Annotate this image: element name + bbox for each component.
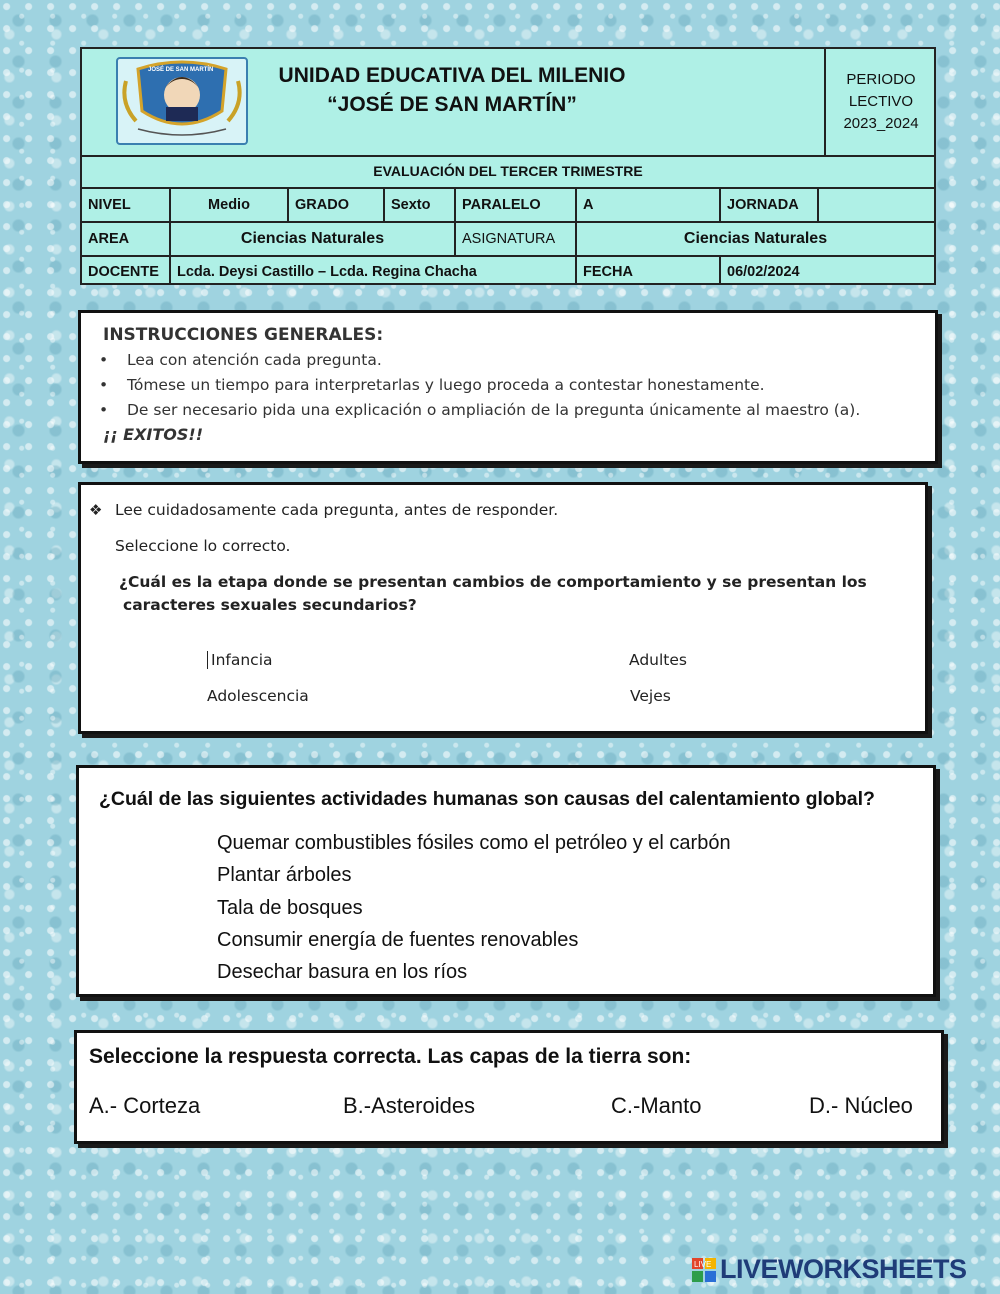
school-name bbox=[242, 61, 662, 119]
q2-question: ¿Cuál de las siguientes actividades humanas son causas del calentamiento global? bbox=[99, 788, 875, 810]
liveworksheets-text: LIVEWORKSHEETS bbox=[720, 1254, 967, 1284]
header-top bbox=[82, 49, 934, 157]
docente-value: Lcda. Deysi Castillo – Lcda. Regina Chacha bbox=[171, 257, 577, 285]
row-docente bbox=[82, 257, 934, 285]
periodo-line1: PERIODO bbox=[846, 71, 916, 88]
school-logo bbox=[116, 57, 248, 145]
fecha-value: 06/02/2024 bbox=[727, 264, 800, 280]
bullet-icon: • bbox=[99, 401, 109, 419]
question-2 bbox=[76, 765, 936, 997]
q1-option-vejes[interactable]: Vejes bbox=[630, 687, 671, 705]
paralelo-value: A bbox=[577, 189, 721, 221]
school-name-line2: “JOSÉ DE SAN MARTÍN” bbox=[327, 93, 577, 116]
q2-option[interactable]: Tala de bosques bbox=[217, 897, 363, 919]
q2-option[interactable]: Consumir energía de fuentes renovables bbox=[217, 929, 579, 951]
q3-question: Seleccione la respuesta correcta. Las capas de la tierra son: bbox=[89, 1045, 692, 1068]
row-area bbox=[82, 223, 934, 257]
q3-option-a[interactable]: A.- Corteza bbox=[89, 1093, 201, 1118]
asignatura-value: Ciencias Naturales bbox=[683, 230, 828, 247]
liveworksheets-brand[interactable] bbox=[692, 1252, 992, 1286]
evaluation-title: EVALUACIÓN DEL TERCER TRIMESTRE bbox=[82, 155, 934, 189]
area-label: AREA bbox=[82, 223, 171, 255]
grado-value: Sexto bbox=[385, 189, 456, 221]
jornada-value[interactable] bbox=[819, 189, 934, 221]
nivel-label: NIVEL bbox=[82, 189, 171, 221]
q1-option-adultes[interactable]: Adultes bbox=[629, 651, 687, 669]
q3-option-b[interactable]: B.-Asteroides bbox=[343, 1093, 476, 1118]
instruction-item: • De ser necesario pida una explicación o ampliación de la pregunta únicamente al maestro (a). bbox=[99, 401, 861, 419]
q2-option[interactable]: Plantar árboles bbox=[217, 864, 352, 886]
periodo-lectivo bbox=[824, 49, 936, 155]
periodo-line2: LECTIVO bbox=[848, 93, 914, 110]
general-instructions bbox=[78, 310, 938, 464]
row-nivel bbox=[82, 189, 934, 223]
logo-letters: LIVE bbox=[694, 1260, 712, 1269]
area-value: Ciencias Naturales bbox=[171, 223, 456, 255]
q2-option[interactable]: Desechar basura en los ríos bbox=[217, 961, 468, 983]
paralelo-label: PARALELO bbox=[456, 189, 577, 221]
periodo-line3: 2023_2024 bbox=[843, 115, 919, 132]
asignatura-label: ASIGNATURA bbox=[456, 223, 577, 255]
instructions-title: INSTRUCCIONES GENERALES: bbox=[103, 325, 384, 345]
q1-option-adolescencia[interactable]: Adolescencia bbox=[207, 687, 309, 705]
q2-option[interactable]: Quemar combustibles fósiles como el petróleo y el carbón bbox=[217, 832, 731, 854]
q3-option-c[interactable]: C.-Manto bbox=[611, 1093, 702, 1118]
docente-label: DOCENTE bbox=[82, 257, 171, 285]
header-table bbox=[80, 47, 936, 285]
jornada-label: JORNADA bbox=[721, 189, 819, 221]
diamond-bullet-icon: ❖ bbox=[89, 501, 103, 519]
q3-option-d[interactable]: D.- Núcleo bbox=[809, 1093, 913, 1118]
school-name-line1: UNIDAD EDUCATIVA DEL MILENIO bbox=[278, 64, 626, 87]
q1-option-infancia[interactable]: Infancia bbox=[207, 651, 273, 669]
liveworksheets-logo-icon bbox=[692, 1258, 716, 1282]
logo-text: JOSÉ DE SAN MARTÍN bbox=[148, 67, 214, 73]
instruction-item: • Lea con atención cada pregunta. bbox=[99, 351, 382, 369]
nivel-value: Medio bbox=[171, 189, 289, 221]
q1-question-line2: caracteres sexuales secundarios? bbox=[123, 596, 417, 614]
q1-question-line1: ¿Cuál es la etapa donde se presentan cambios de comportamiento y se presentan los bbox=[119, 573, 867, 591]
fecha-label: FECHA bbox=[577, 257, 721, 285]
bullet-icon: • bbox=[99, 376, 109, 394]
question-1 bbox=[78, 482, 928, 734]
bullet-icon: • bbox=[99, 351, 109, 369]
q1-instruction: Seleccione lo correcto. bbox=[115, 537, 291, 555]
grado-label: GRADO bbox=[289, 189, 385, 221]
instructions-closing: ¡¡ EXITOS!! bbox=[103, 425, 204, 444]
instruction-item: • Tómese un tiempo para interpretarlas y luego proceda a contestar honestamente. bbox=[99, 376, 765, 394]
question-3 bbox=[74, 1030, 944, 1144]
q1-bullet-text: Lee cuidadosamente cada pregunta, antes de responder. bbox=[115, 501, 559, 519]
